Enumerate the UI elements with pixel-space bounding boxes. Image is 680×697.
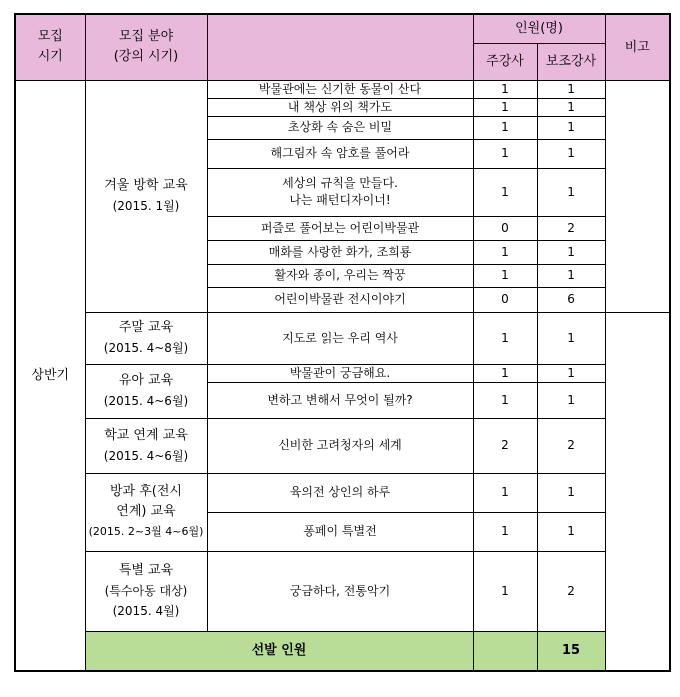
assistant-count: 1 [537, 473, 605, 512]
course-cell: 어린이박물관 전시이야기 [207, 287, 473, 312]
course-cell: 해그림자 속 암호를 풀어라 [207, 139, 473, 168]
assistant-count: 6 [537, 287, 605, 312]
category-line1: 방과 후(전시 [110, 484, 182, 499]
category-cell [85, 551, 207, 631]
assistant-count: 1 [537, 512, 605, 551]
main-count: 1 [473, 551, 537, 631]
course-cell: 육의전 상인의 하루 [207, 473, 473, 512]
footer-label: 선발 인원 [85, 631, 473, 671]
staffing-table [14, 13, 671, 672]
main-count: 1 [473, 98, 537, 116]
assistant-count: 1 [537, 116, 605, 139]
main-count: 1 [473, 116, 537, 139]
course-cell: 초상화 속 숨은 비밀 [207, 116, 473, 139]
table-row [15, 418, 670, 473]
course-cell: 퐁페이 특별전 [207, 512, 473, 551]
header-assistant-instructor: 보조강사 [537, 43, 605, 80]
category-line1: 겨울 방학 교육 [104, 178, 188, 193]
assistant-count: 1 [537, 168, 605, 216]
course-cell: 신비한 고려청자의 세계 [207, 418, 473, 473]
category-line1: 학교 연계 교육 [104, 427, 188, 443]
table-row [15, 80, 670, 98]
table-row [15, 312, 670, 364]
category-cell [85, 473, 207, 551]
category-line3: (2015. 2~3월 4~6월) [88, 525, 204, 538]
course-cell: 변하고 변해서 무엇이 될까? [207, 382, 473, 418]
main-count: 1 [473, 264, 537, 287]
footer-course-empty [473, 631, 537, 671]
header-staff: 인원(명) [473, 14, 605, 43]
category-cell [85, 418, 207, 473]
header-period-line1: 모집 [37, 29, 63, 45]
table-row [15, 364, 670, 382]
course-cell: 박물관에는 신기한 동물이 산다 [207, 80, 473, 98]
table-row [15, 473, 670, 512]
assistant-count: 1 [537, 80, 605, 98]
main-count: 1 [473, 240, 537, 264]
table-row [15, 551, 670, 631]
main-count: 1 [473, 382, 537, 418]
header-period-line2: 시기 [37, 49, 63, 65]
course-cell: 궁금하다, 전통악기 [207, 551, 473, 631]
assistant-count: 1 [537, 364, 605, 382]
assistant-count: 1 [537, 264, 605, 287]
main-count: 0 [473, 216, 537, 240]
course-line1: 세상의 규칙을 만들다. [282, 176, 398, 190]
header-course [207, 14, 473, 80]
course-cell: 박물관이 궁금해요. [207, 364, 473, 382]
course-cell: 매화를 사랑한 화가, 조희룡 [207, 240, 473, 264]
assistant-count: 2 [537, 551, 605, 631]
course-line2: 나는 패턴디자이너! [289, 193, 391, 207]
main-count: 1 [473, 312, 537, 364]
assistant-count: 1 [537, 382, 605, 418]
assistant-count: 1 [537, 312, 605, 364]
header-field [85, 14, 207, 80]
main-count: 1 [473, 80, 537, 98]
assistant-count: 1 [537, 240, 605, 264]
header-period [15, 14, 85, 80]
category-line1: 특별 교육 [118, 563, 174, 578]
category-cell [85, 364, 207, 418]
footer-row [15, 631, 670, 671]
category-line2: (2015. 4~6월) [103, 448, 189, 463]
remarks-cell [605, 312, 670, 671]
category-line1: 유아 교육 [118, 373, 174, 388]
footer-main-total: 15 [537, 631, 605, 671]
course-cell: 퍼즐로 풀어보는 어린이박물관 [207, 216, 473, 240]
category-line2: (특수아동 대상) [104, 584, 188, 598]
assistant-count: 2 [537, 216, 605, 240]
header-remarks: 비고 [605, 14, 670, 80]
header-field-line2: (강의 시기) [113, 49, 179, 65]
category-cell [85, 312, 207, 364]
header-main-instructor: 주강사 [473, 43, 537, 80]
header-field-line1: 모집 분야 [118, 29, 174, 45]
category-cell [85, 80, 207, 312]
category-line2: (2015. 4~6월) [103, 394, 189, 408]
assistant-count: 1 [537, 139, 605, 168]
category-line2: (2015. 1월) [112, 199, 180, 213]
main-count: 1 [473, 364, 537, 382]
category-line1: 주말 교육 [118, 320, 174, 335]
course-cell: 활자와 종이, 우리는 짝꿍 [207, 264, 473, 287]
category-line2: 연계) 교육 [116, 504, 176, 519]
course-cell: 내 책상 위의 책가도 [207, 98, 473, 116]
main-count: 1 [473, 139, 537, 168]
course-cell [207, 168, 473, 216]
main-count: 1 [473, 168, 537, 216]
category-line2: (2015. 4~8월) [103, 341, 189, 355]
assistant-count: 2 [537, 418, 605, 473]
period-cell: 상반기 [15, 80, 85, 671]
header-row-1 [15, 14, 670, 43]
main-count: 0 [473, 287, 537, 312]
category-line3: (2015. 4월) [112, 604, 180, 618]
course-cell: 지도로 읽는 우리 역사 [207, 312, 473, 364]
assistant-count: 1 [537, 98, 605, 116]
main-count: 1 [473, 512, 537, 551]
main-count: 1 [473, 473, 537, 512]
main-count: 2 [473, 418, 537, 473]
remarks-cell [605, 80, 670, 312]
